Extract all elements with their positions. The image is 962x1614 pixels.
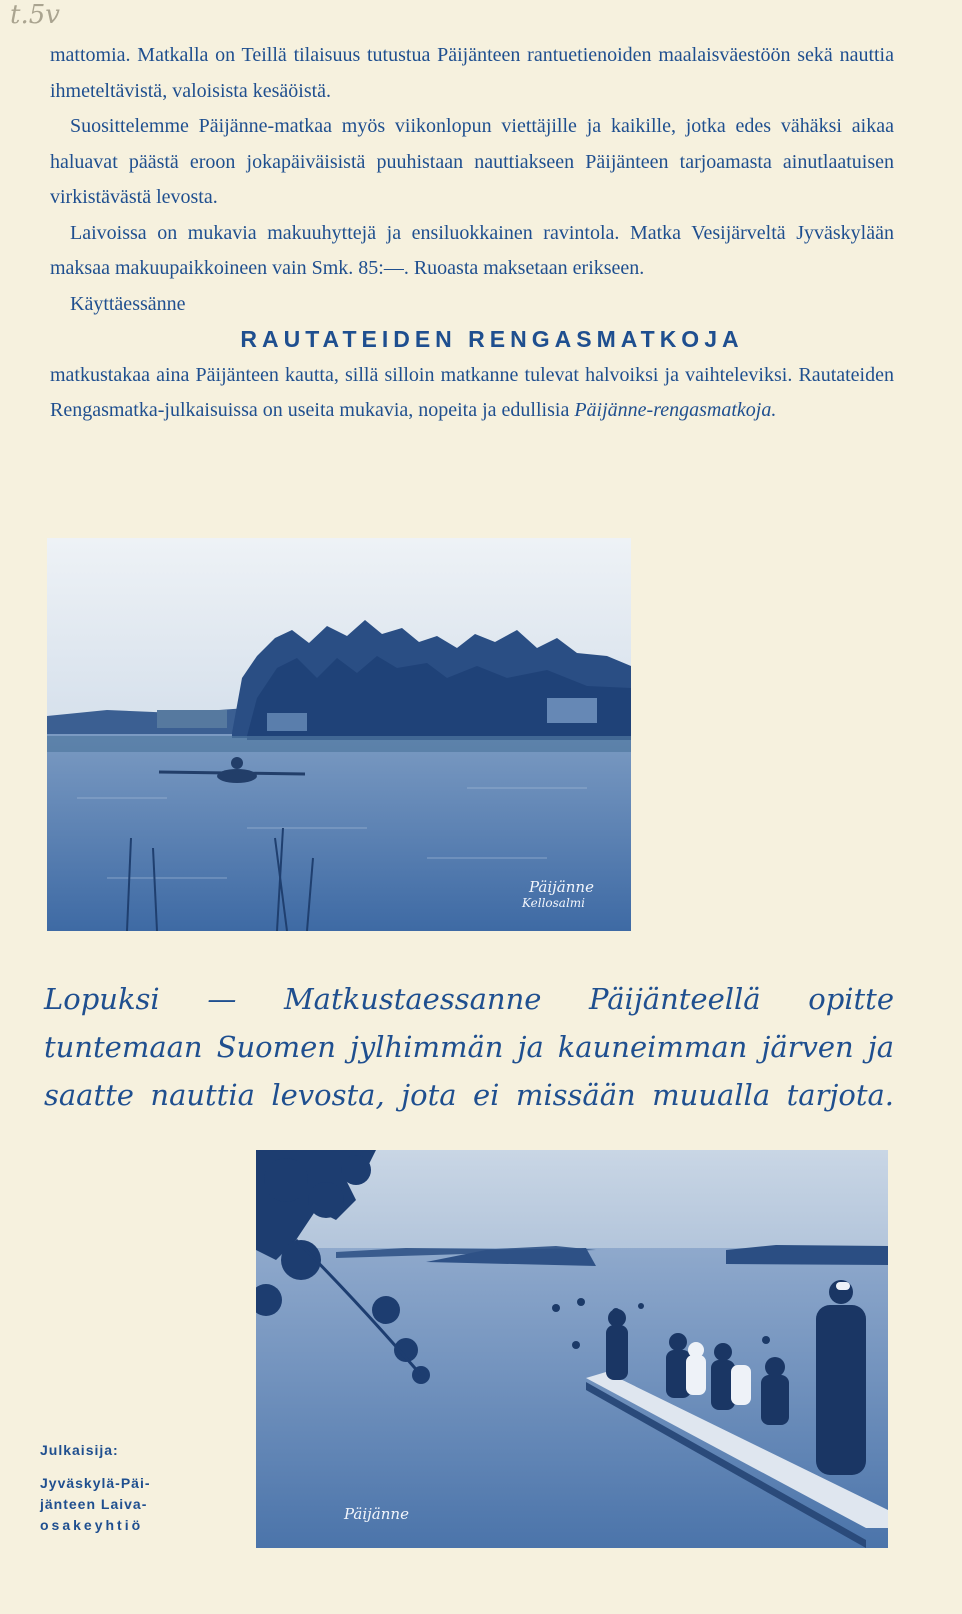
pencil-annotation: t.5v [10, 0, 60, 30]
closing-line-2: tuntemaan Suomen jylhimmän ja kauneimman järven ja [44, 1030, 894, 1064]
closing-line-3: saatte nauttia levosta, jota ei missään muualla tarjota. [44, 1078, 894, 1112]
swimming-pier-photo [256, 1150, 888, 1548]
paragraph-intro: mattomia. Matkalla on Teillä tilaisuus tutustua Päijänteen rantuetienoiden maalaisväestöön sekä nauttia ihmeteltävistä, valoisista kesäöistä. [50, 44, 894, 102]
lake-island-image [47, 538, 631, 931]
publisher-block [40, 1440, 220, 1536]
paragraph-recommendation: Suosittelemme Päijänne-matkaa myös viikonlopun viettäjille ja kaikille, jotka edes vähäksi aikaa haluavat päästä eroon jokapäiväisistä puuhistaan nauttiakseen Päijänteen tarjoamasta ainutlaatuisen virkistävästä levosta. [50, 115, 894, 208]
headline-round-trips: RAUTATEIDEN RENGASMATKOJA [240, 326, 744, 352]
publisher-name-line-2: jänteen Laiva- [40, 1496, 148, 1512]
swimming-pier-image [256, 1150, 888, 1548]
publisher-name-line-3: osakeyhtiö [40, 1517, 144, 1533]
paragraph-travel-text: matkustakaa aina Päijänteen kautta, sillä silloin matkanne tulevat halvoiksi ja vaihteleviksi. Rautateiden Rengasmatka-julkaisuissa on useita mukavia, nopeita ja edullisia [50, 363, 894, 421]
photo1-caption-place: Päijänne [529, 878, 594, 896]
lake-island-photo [47, 538, 631, 931]
publisher-label: Julkaisija: [40, 1442, 119, 1458]
publisher-name-line-1: Jyväskylä-Päi- [40, 1475, 151, 1491]
closing-line-1: Lopuksi — Matkustaessanne Päijänteellä opitte [44, 982, 894, 1016]
closing-statement [44, 975, 894, 1119]
photo1-caption-site: Kellosalmi [522, 896, 586, 910]
paragraph-using: Käyttäessänne [70, 292, 186, 315]
paragraph-travel-italic: Päijänne-rengasmatkoja. [574, 399, 777, 421]
paragraph-cabins: Laivoissa on mukavia makuuhyttejä ja ensiluokkainen ravintola. Matka Vesijärveltä Jyväskylään maksaa makuupaikkoineen vain Smk. 85:—. Ruoasta maksetaan erikseen. [50, 221, 894, 279]
photo2-caption: Päijänne [344, 1505, 409, 1523]
body-text [50, 38, 894, 429]
paragraph-travel [50, 358, 894, 429]
